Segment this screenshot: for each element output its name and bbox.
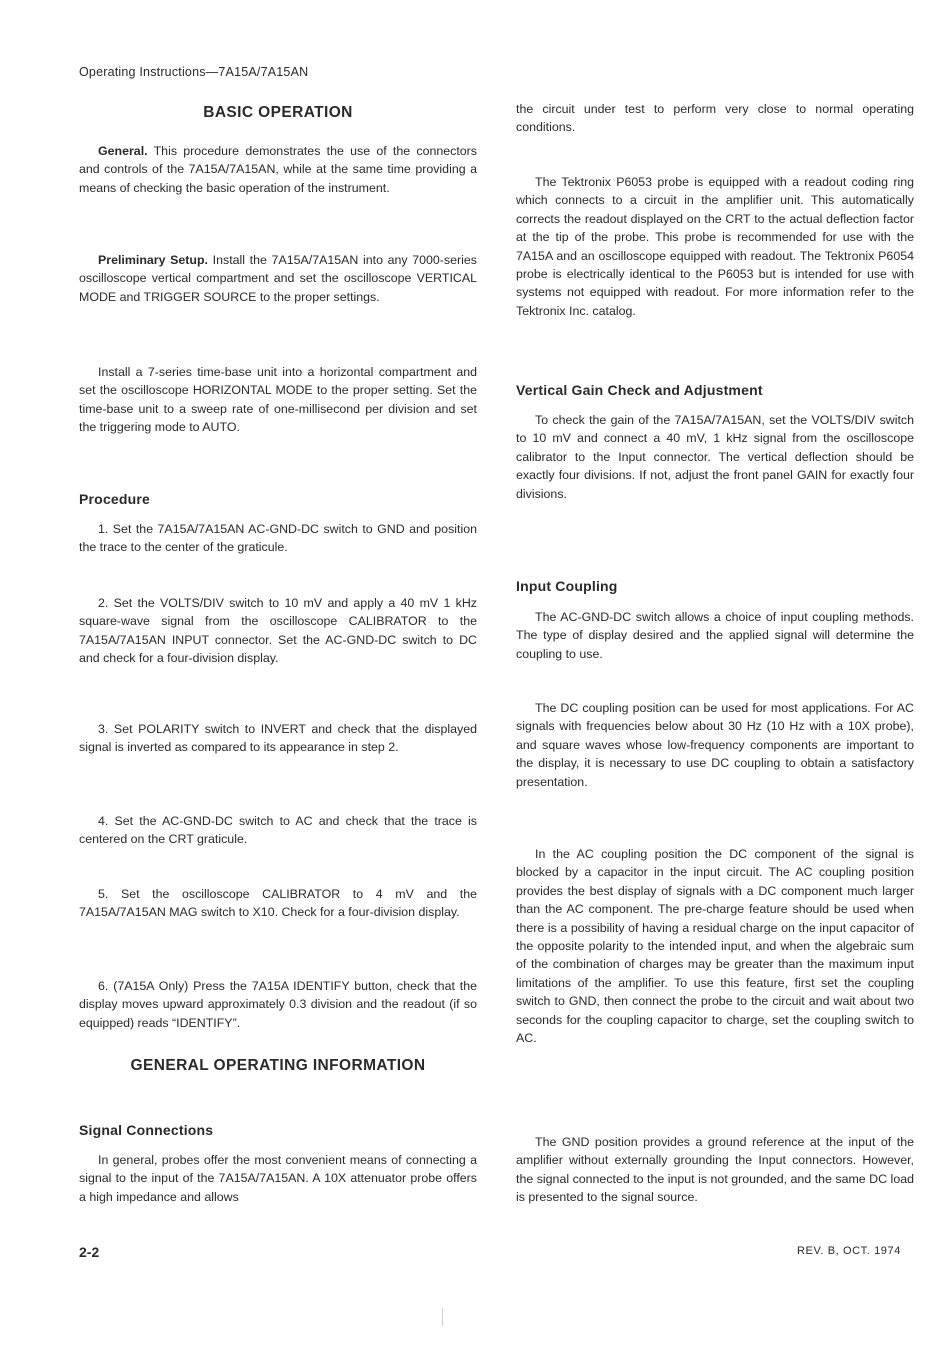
procedure-step-5: 5. Set the oscilloscope CALIBRATOR to 4 mV and the 7A15A/7A15AN MAG switch to X10. Check for a four-division display. — [79, 887, 477, 920]
paragraph-install-timebase: Install a 7-series time-base unit into a horizontal compartment and set the oscilloscope HORIZONTAL MODE to the proper setting. Set the time-base unit to a sweep rate of one-millisecond per division and set the triggering mode to AUTO. — [79, 365, 477, 435]
scan-edge-mark — [442, 1308, 443, 1326]
paragraph-vertical-gain: To check the gain of the 7A15A/7A15AN, set the VOLTS/DIV switch to 10 mV and connect a 40 mV, 1 kHz signal from the oscilloscope calibrator to the Input connector. The vertical deflection should be exactly four divisions. If not, adjust the front panel GAIN for exactly four divisions. — [516, 413, 914, 501]
procedure-step-6: 6. (7A15A Only) Press the 7A15A IDENTIFY button, check that the display moves upward approximately 0.3 division and the readout (if so equipped) reads “IDENTIFY”. — [79, 979, 477, 1030]
paragraph-general — [79, 142, 477, 197]
prelim-text: Install the 7A15A/7A15AN into any 7000-series oscilloscope vertical compartment and set the oscilloscope VERTICAL MODE and TRIGGER SOURCE to the proper settings. — [79, 253, 477, 304]
procedure-step-1: 1. Set the 7A15A/7A15AN AC-GND-DC switch to GND and position the trace to the center of the graticule. — [79, 522, 477, 555]
lead-preliminary-setup: Preliminary Setup. — [98, 253, 209, 267]
section-title-general-operating-information: GENERAL OPERATING INFORMATION — [130, 1057, 426, 1074]
paragraph-continued: the circuit under test to perform very close to normal operating conditions. — [516, 102, 914, 135]
procedure-step-2: 2. Set the VOLTS/DIV switch to 10 mV and apply a 40 mV 1 kHz square-wave signal from the oscilloscope CALIBRATOR to the 7A15A/7A15AN INPUT connector. Set the AC-GND-DC switch to DC and check for a four-division display. — [79, 596, 477, 666]
page-number: 2-2 — [79, 1244, 100, 1260]
lead-general: General. — [98, 144, 148, 158]
revision-note: REV. B, OCT. 1974 — [797, 1245, 901, 1257]
procedure-step-3: 3. Set POLARITY switch to INVERT and check that the displayed signal is inverted as compared to its appearance in step 2. — [79, 722, 477, 755]
section-title-basic-operation: BASIC OPERATION — [203, 104, 353, 121]
paragraph-preliminary-setup — [79, 251, 477, 306]
subheading-input-coupling: Input Coupling — [516, 578, 618, 594]
paragraph-gnd-position: The GND position provides a ground reference at the input of the amplifier without externally grounding the Input connectors. However, the signal connected to the input is not grounded, and the same DC load is presented to the signal source. — [516, 1135, 914, 1205]
paragraph-ac-coupling: In the AC coupling position the DC component of the signal is blocked by a capacitor in the input circuit. The AC coupling position provides the best display of signals with a DC component much larger than the AC component. The pre-charge feature should be used when there is a possibility of having a residual charge on the input capacitor of the opposite polarity to the intended input, and when the algebraic sum of the combination of charges may be greater than the maximum input limitations of the amplifier. To use this feature, first set the coupling switch to GND, then connect the probe to the circuit and wait about two seconds for the coupling capacitor to charge, set the coupling switch to AC. — [516, 847, 914, 1046]
paragraph-signal-connections: In general, probes offer the most convenient means of connecting a signal to the input of the 7A15A/7A15AN. A 10X attenuator probe offers a high impedance and allows — [79, 1153, 477, 1204]
procedure-step-4: 4. Set the AC-GND-DC switch to AC and check that the trace is centered on the CRT graticule. — [79, 814, 477, 847]
subheading-signal-connections: Signal Connections — [79, 1122, 214, 1138]
general-text: This procedure demonstrates the use of the connectors and controls of the 7A15A/7A15AN, while at the same time providing a means of checking the basic operation of the instrument. — [79, 144, 477, 195]
paragraph-dc-coupling: The DC coupling position can be used for most applications. For AC signals with frequencies below about 30 Hz (10 Hz with a 10X probe), and square waves whose low-frequency components are important to the display, it is necessary to use DC coupling to obtain a satisfactory presentation. — [516, 701, 914, 789]
paragraph-probe-readout: The Tektronix P6053 probe is equipped with a readout coding ring which connects to a circuit in the amplifier unit. This automatically corrects the readout displayed on the CRT to the actual deflection factor at the tip of the probe. This probe is recommended for use with the 7A15A and an oscilloscope equipped with readout. The Tektronix P6054 probe is electrically identical to the P6053 but is intended for use with systems not equipped with readout. For more information refer to the Tektronix Inc. catalog. — [516, 175, 914, 318]
subheading-vertical-gain: Vertical Gain Check and Adjustment — [516, 382, 763, 398]
paragraph-input-coupling: The AC-GND-DC switch allows a choice of input coupling methods. The type of display desired and the applied signal will determine the coupling to use. — [516, 610, 914, 661]
running-head: Operating Instructions—7A15A/7A15AN — [79, 65, 309, 79]
subheading-procedure: Procedure — [79, 491, 151, 507]
